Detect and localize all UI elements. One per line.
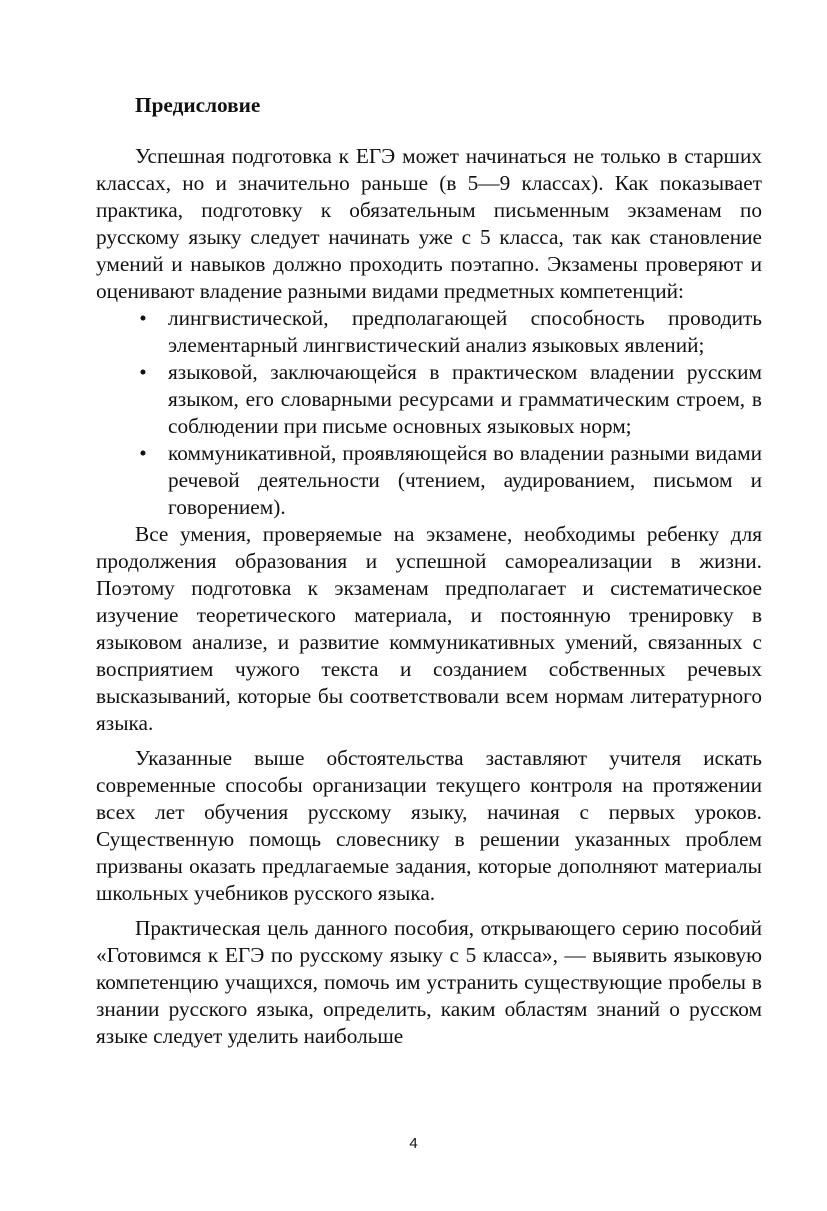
bullet-icon: • (139, 360, 147, 384)
list-item-text: коммуникативной, проявляющейся во владении разными видами речевой деятельности (чтением, аудированием, письмом и говорением). (168, 441, 762, 519)
page-number: 4 (409, 1135, 418, 1152)
competencies-list (96, 305, 762, 521)
paragraph-circumstances: Указанные выше обстоятельства заставляют учителя искать современные способы организации текущего контроля на протяжении всех лет обучения русскому языку, начиная с первых уроков. Существенную помощь словеснику в решении указанных проблем призваны оказать предлагаемые задания, которые дополняют материалы школьных учебников русского языка. (96, 746, 762, 905)
list-item-text: лингвистической, предполагающей способность проводить элементарный лингвистический анализ языковых явлений; (168, 306, 762, 357)
list-item-text: языковой, заключающейся в практическом владении русским языком, его словарными ресурсами и грамматическим строем, в соблюдении при письме основных языковых норм; (168, 360, 762, 438)
paragraph-goal: Практическая цель данного пособия, открывающего серию пособий «Готовимся к ЕГЭ по русскому языку с 5 класса», — выявить языковую компетенцию учащихся, помочь им устранить существующие пробелы в знании русского языка, определить, каким областям знаний о русском языке следует уделить наибольше (96, 916, 762, 1048)
paragraph-skills: Все умения, проверяемые на экзамене, необходимы ребенку для продолжения образования и успешной самореализации в жизни. Поэтому подготовка к экзаменам предполагает и систематическое изучение теоретического материала, и постоянную тренировку в языковом анализе, и развитие коммуникативных умений, связанных с восприятием чужого текста и созданием собственных речевых высказываний, которые бы соответствовали всем нормам литературного языка. (96, 522, 762, 735)
section-title: Предисловие (135, 93, 261, 117)
page-body (96, 92, 762, 1050)
paragraph-intro: Успешная подготовка к ЕГЭ может начинаться не только в старших классах, но и значительно раньше (в 5—9 классах). Как показывает практика, подготовку к обязательным письменным экзаменам по русскому языку следует начинать уже с 5 класса, так как становление умений и навыков должно проходить поэтапно. Экзамены проверяют и оценивают владение разными видами предметных компетенций: (96, 144, 762, 303)
list-item (96, 359, 762, 440)
list-item (96, 305, 762, 359)
list-item (96, 440, 762, 521)
bullet-icon: • (139, 306, 147, 330)
bullet-icon: • (139, 441, 147, 465)
